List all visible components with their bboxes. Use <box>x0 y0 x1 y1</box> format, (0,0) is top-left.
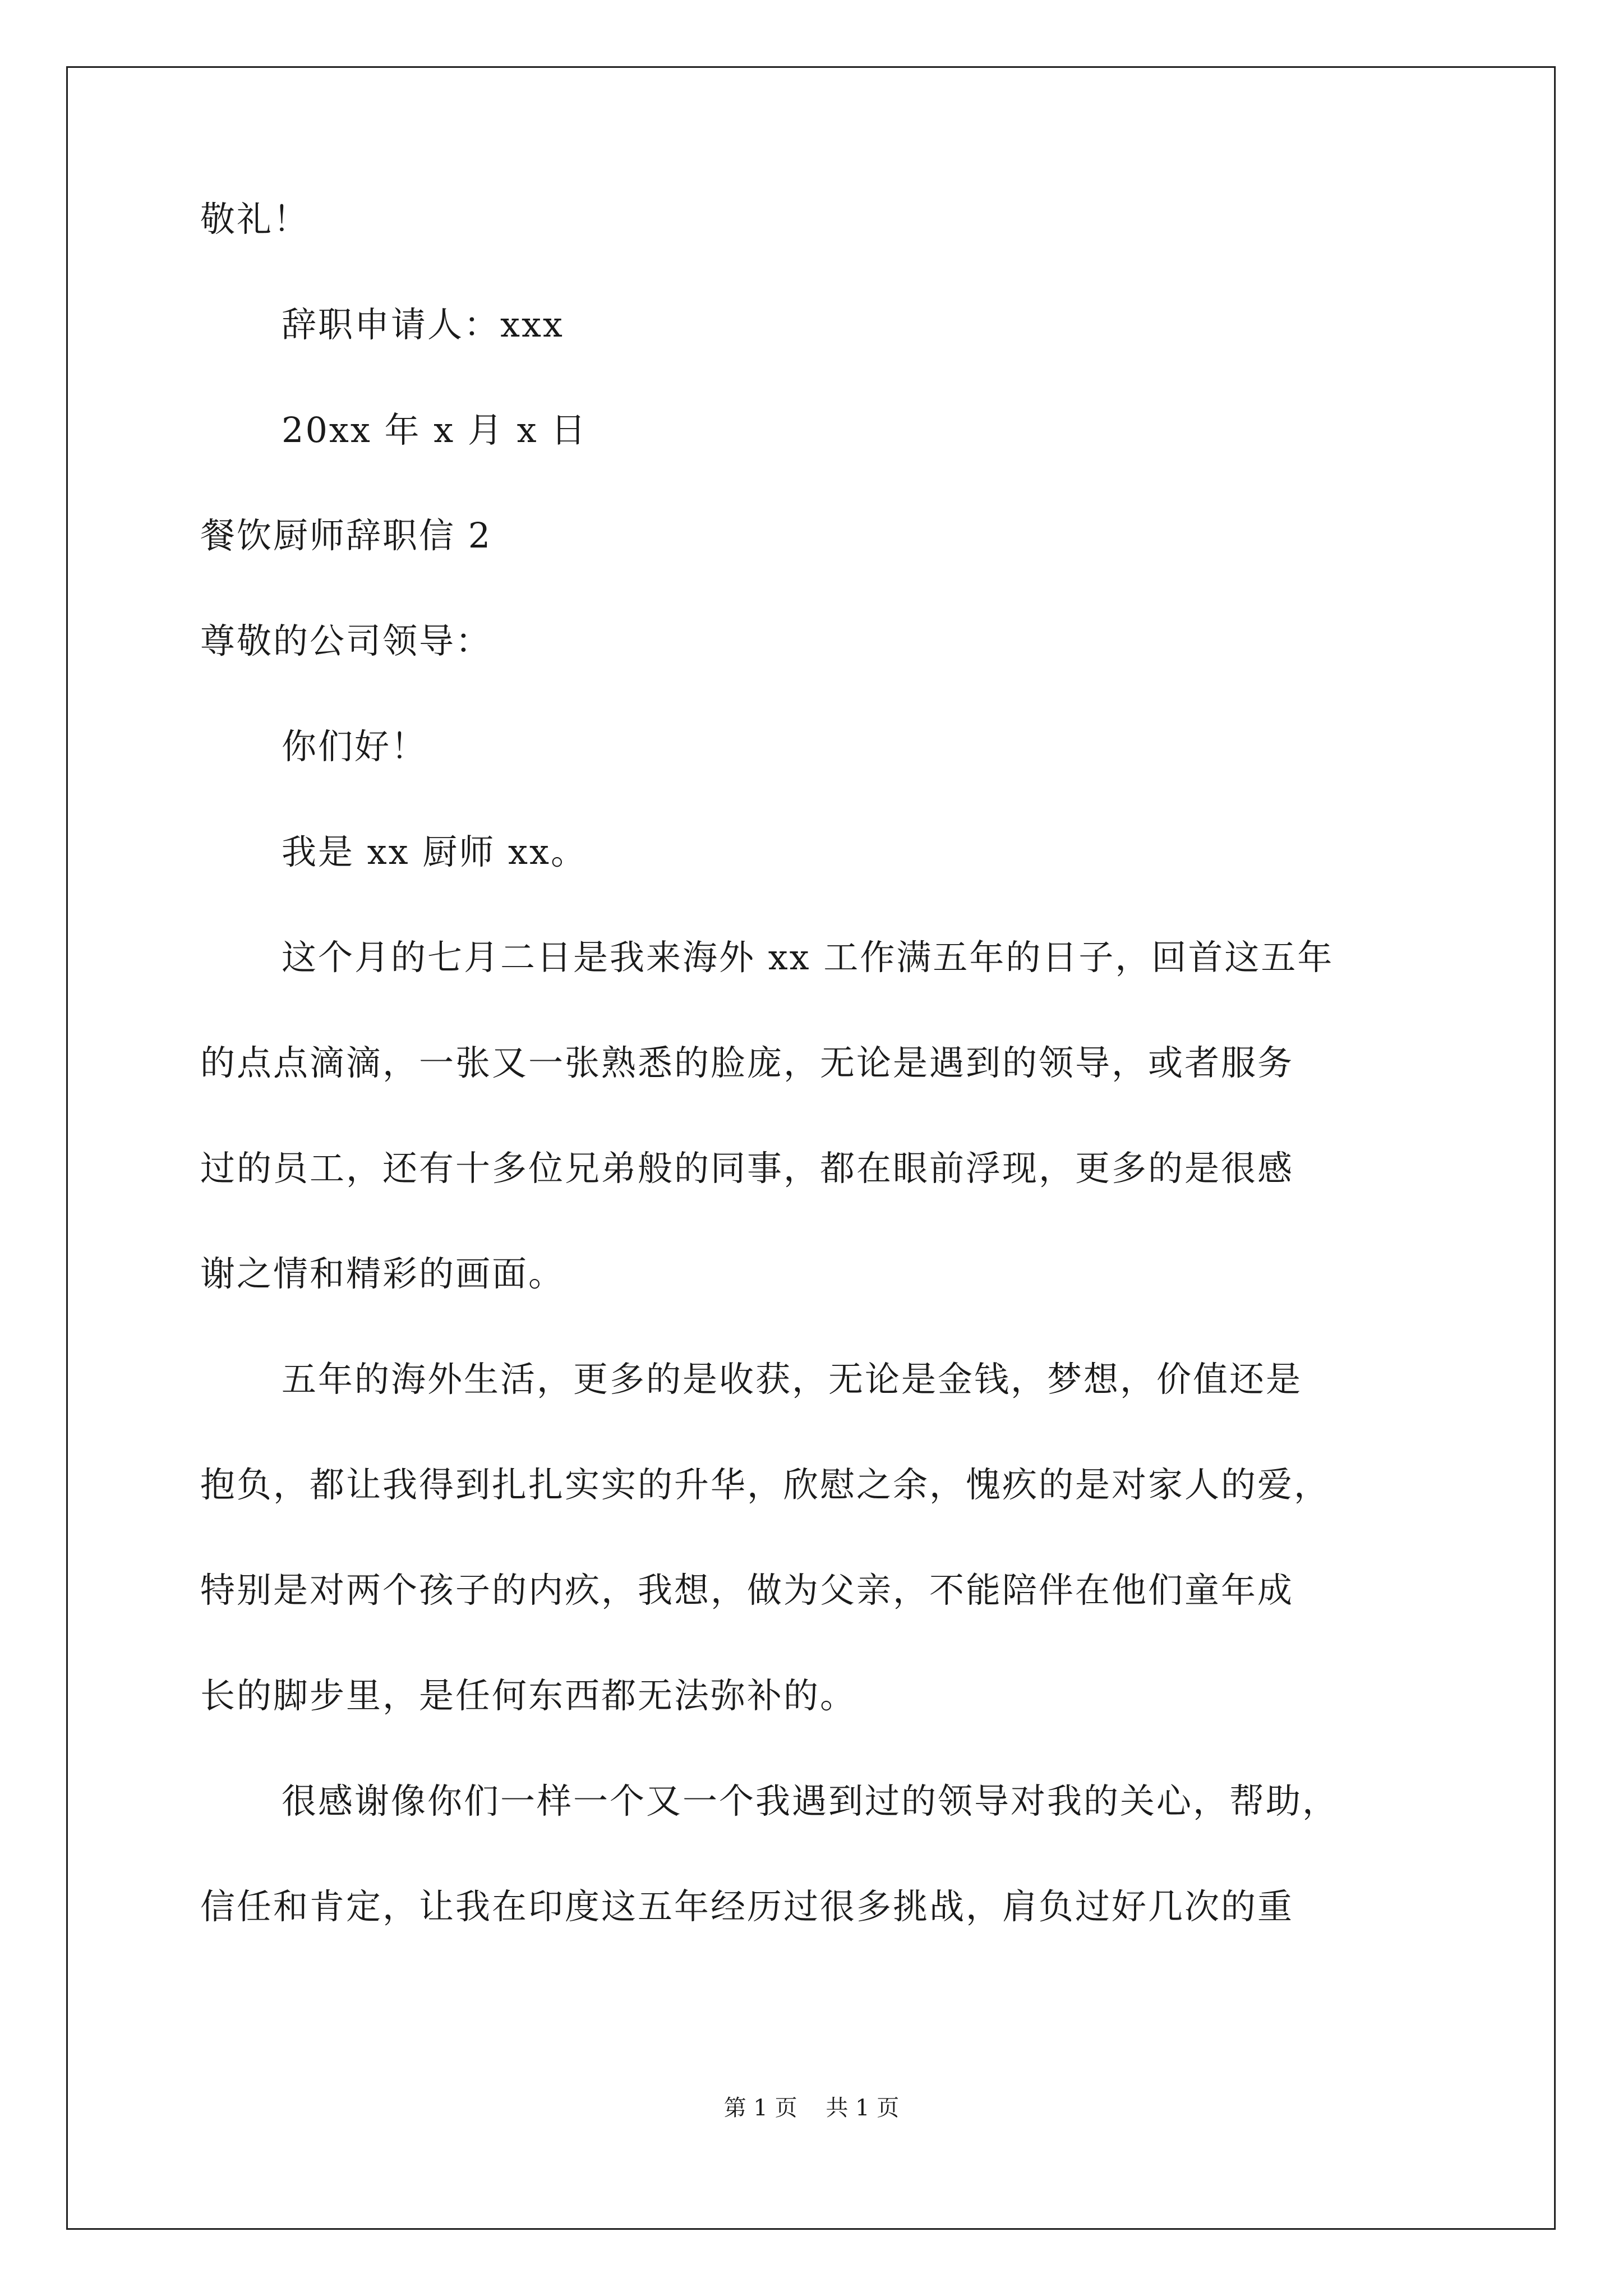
page-footer: 第 1 页 共 1 页 <box>723 2095 900 2121</box>
intro-line: 我是 xx 厨师 xx。 <box>282 831 587 872</box>
paragraph-line: 过的员工，还有十多位兄弟般的同事，都在眼前浮现，更多的是很感 <box>200 1148 1294 1189</box>
paragraph-line: 抱负，都让我得到扎扎实实的升华，欣慰之余，愧疚的是对家人的爱， <box>200 1464 1331 1505</box>
paragraph-line: 这个月的七月二日是我来海外 xx 工作满五年的日子，回首这五年 <box>282 937 1334 978</box>
section-title: 餐饮厨师辞职信 2 <box>200 515 492 556</box>
paragraph-line: 很感谢像你们一样一个又一个我遇到过的领导对我的关心，帮助， <box>282 1780 1339 1821</box>
paragraph-line: 信任和肯定，让我在印度这五年经历过很多挑战，肩负过好几次的重 <box>200 1886 1294 1927</box>
salutation: 尊敬的公司领导： <box>200 620 492 661</box>
paragraph-line: 谢之情和精彩的画面。 <box>200 1253 565 1294</box>
signature-line: 辞职申请人：xxx <box>282 304 564 345</box>
paragraph-line: 长的脚步里，是任何东西都无法弥补的。 <box>200 1675 857 1716</box>
paragraph-line: 的点点滴滴，一张又一张熟悉的脸庞，无论是遇到的领导，或者服务 <box>200 1042 1294 1083</box>
paragraph-line: 特别是对两个孩子的内疚，我想，做为父亲，不能陪伴在他们童年成 <box>200 1570 1294 1611</box>
closing-salute: 敬礼！ <box>200 199 310 240</box>
paragraph-line: 五年的海外生活，更多的是收获，无论是金钱，梦想，价值还是 <box>282 1359 1303 1400</box>
date-line: 20xx 年 x 月 x 日 <box>282 409 588 450</box>
greeting: 你们好！ <box>282 726 428 767</box>
